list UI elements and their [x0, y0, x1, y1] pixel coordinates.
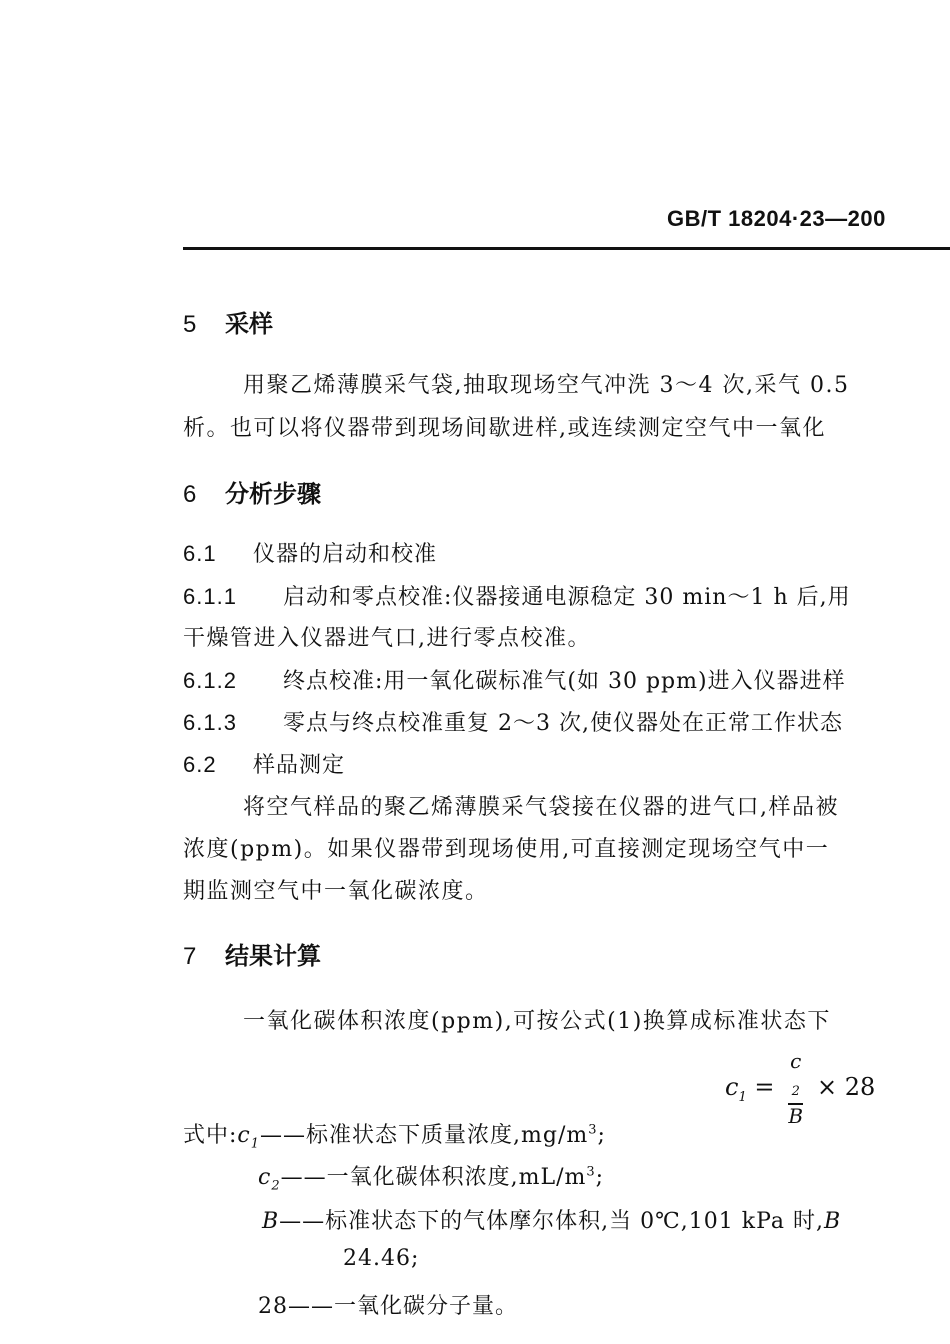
section-6-2-para-line1: 将空气样品的聚乙烯薄膜采气袋接在仪器的进气口,样品被: [243, 795, 839, 820]
subsection-title: 仪器的启动和校准: [253, 542, 438, 567]
def-symbol: $c_1$: [237, 1123, 261, 1152]
formula-1: [725, 1050, 875, 1127]
section-title: 采样: [225, 309, 273, 338]
formula-fraction: [788, 1050, 803, 1127]
section-number: 6: [183, 481, 197, 508]
section-title: 结果计算: [225, 941, 321, 970]
where-label: 式中:: [183, 1123, 238, 1148]
subsection-number: 6.2: [183, 752, 217, 777]
def-dash: ——: [288, 1294, 334, 1319]
clause-number: 6.1.3: [183, 710, 237, 735]
clause-number: 6.1.1: [183, 584, 237, 609]
subsection-6-1-heading: [183, 537, 437, 568]
formula-equals: =: [754, 1073, 775, 1101]
clause-text: 零点与终点校准重复 2～3 次,使仪器处在正常工作状态: [283, 711, 843, 736]
clause-number: 6.1.2: [183, 668, 237, 693]
clause-6-1-2: [183, 664, 846, 695]
clause-6-1-3: [183, 706, 843, 737]
definition-row-continued: 24.46;: [343, 1246, 420, 1271]
section-number: 5: [183, 311, 197, 338]
def-dash: ——: [260, 1123, 307, 1148]
def-dash: ——: [280, 1165, 327, 1190]
section-6-2-para-line2: 浓度(ppm)。如果仪器带到现场使用,可直接测定现场空气中一: [183, 837, 830, 862]
section-number: 7: [183, 943, 197, 970]
definition-row: [258, 1160, 604, 1193]
definition-row: [183, 1118, 606, 1151]
section-5-heading: [183, 304, 273, 339]
def-text: 标准状态下质量浓度$,mg/m^3$;: [306, 1122, 606, 1148]
header-rule: [183, 247, 950, 250]
fraction-denominator: B: [788, 1104, 804, 1128]
def-tail-symbol: B: [824, 1209, 842, 1234]
definition-row: [258, 1289, 518, 1320]
standard-code-header: GB/T 18204·23—200: [667, 206, 886, 231]
clause-6-1-1: [183, 580, 851, 611]
clause-6-1-1-line2: 干燥管进入仪器进气口,进行零点校准。: [183, 626, 591, 651]
section-5-para-line1: 用聚乙烯薄膜采气袋,抽取现场空气冲洗 3～4 次,采气 0.5: [243, 373, 850, 398]
section-title: 分析步骤: [225, 479, 321, 508]
subsection-number: 6.1: [183, 541, 217, 566]
clause-text: 终点校准:用一氧化碳标准气(如 30 ppm)进入仪器进样: [283, 669, 846, 694]
def-dash: ——: [279, 1209, 326, 1234]
section-6-2-para-line3: 期监测空气中一氧化碳浓度。: [183, 879, 489, 904]
def-text: 一氧化碳分子量。: [334, 1294, 519, 1319]
def-symbol: B: [262, 1209, 280, 1234]
subsection-title: 样品测定: [253, 753, 346, 778]
section-7-intro: 一氧化碳体积浓度(ppm),可按公式(1)换算成标准状态下: [243, 1009, 831, 1034]
definition-row: [262, 1204, 841, 1235]
formula-multiplier: × 28: [816, 1073, 876, 1101]
def-symbol: $c_2$: [258, 1165, 281, 1194]
section-5-para-line2: 析。也可以将仪器带到现场间歇进样,或连续测定空气中一氧化: [183, 416, 826, 441]
section-7-heading: [183, 936, 321, 971]
formula-lhs: $c_1$: [725, 1073, 747, 1105]
def-text: 一氧化碳体积浓度$,mL/m^3$;: [326, 1164, 605, 1190]
clause-text: 启动和零点校准:仪器接通电源稳定 30 min～1 h 后,用: [283, 585, 851, 610]
def-symbol: 28: [258, 1294, 288, 1319]
section-6-heading: [183, 474, 321, 509]
fraction-numerator: c $_2$: [788, 1050, 803, 1105]
subsection-6-2-heading: [183, 748, 345, 779]
def-text: 标准状态下的气体摩尔体积,当 0℃,101 kPa 时,: [325, 1209, 824, 1234]
